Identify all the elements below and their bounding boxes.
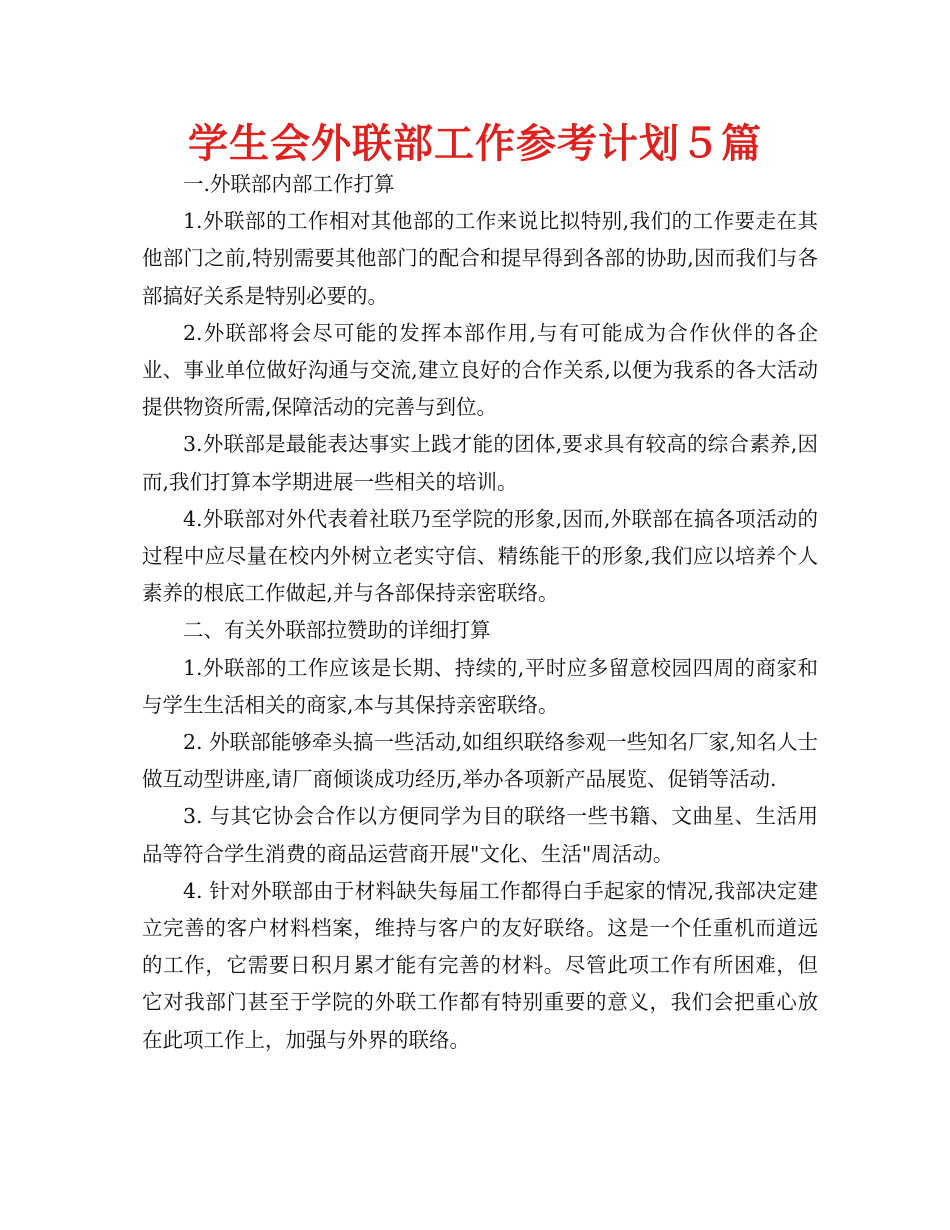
document-title: 学生会外联部工作参考计划５篇 <box>188 121 762 167</box>
paragraph-5: 1.外联部的工作应该是长期、持续的,平时应多留意校园四周的商家和与学生生活相关的商家,本与其保持亲密联络。 <box>142 655 818 717</box>
paragraph-4: 4.外联部对外代表着社联乃至学院的形象,因而,外联部在搞各项活动的过程中应尽量在校内外树立老实守信、精练能干的形象,我们应以培养个人素养的根底工作做起,并与各部保持亲密联络。 <box>142 506 818 606</box>
paragraph-6: 2. 外联部能够牵头搞一些活动,如组织联络参观一些知名厂家,知名人士做互动型讲座,请厂商倾谈成功经历,举办各项新产品展览、促销等活动. <box>142 730 818 792</box>
paragraph-2: 2.外联部将会尽可能的发挥本部作用,与有可能成为合作伙伴的各企业、事业单位做好沟通与交流,建立良好的合作关系,以便为我系的各大活动提供物资所需,保障活动的完善与到位。 <box>142 320 818 420</box>
paragraph-1: 1.外联部的工作相对其他部的工作来说比拟特别,我们的工作要走在其他部门之前,特别需要其他部门的配合和提早得到各部的协助,因而我们与各部搞好关系是特别必要的。 <box>142 209 818 308</box>
section-heading-internal-plan: 一.外联部内部工作打算 <box>183 172 395 196</box>
paragraph-3: 3.外联部是最能表达事实上践才能的团体,要求具有较高的综合素养,因而,我们打算本学期进展一些相关的培训。 <box>142 432 818 494</box>
paragraph-8: 4. 针对外联部由于材料缺失每届工作都得白手起家的情况,我部决定建立完善的客户材料档案，维持与客户的友好联络。这是一个任重机而道远的工作，它需要日积月累才能有完善的材料。尽管此项工作有所困难，但它对我部门甚至于学院的外联工作都有特别重要的意义，我们会把重心放在此项工作上，加强与外界的联络。 <box>142 878 818 1052</box>
document-body <box>142 166 818 1059</box>
paragraph-7: 3. 与其它协会合作以方便同学为目的联络一些书籍、文曲星、生活用品等符合学生消费的商品运营商开展"文化、生活"周活动。 <box>142 804 818 866</box>
section-heading-sponsorship-plan: 二、有关外联部拉赞助的详细打算 <box>183 618 491 643</box>
